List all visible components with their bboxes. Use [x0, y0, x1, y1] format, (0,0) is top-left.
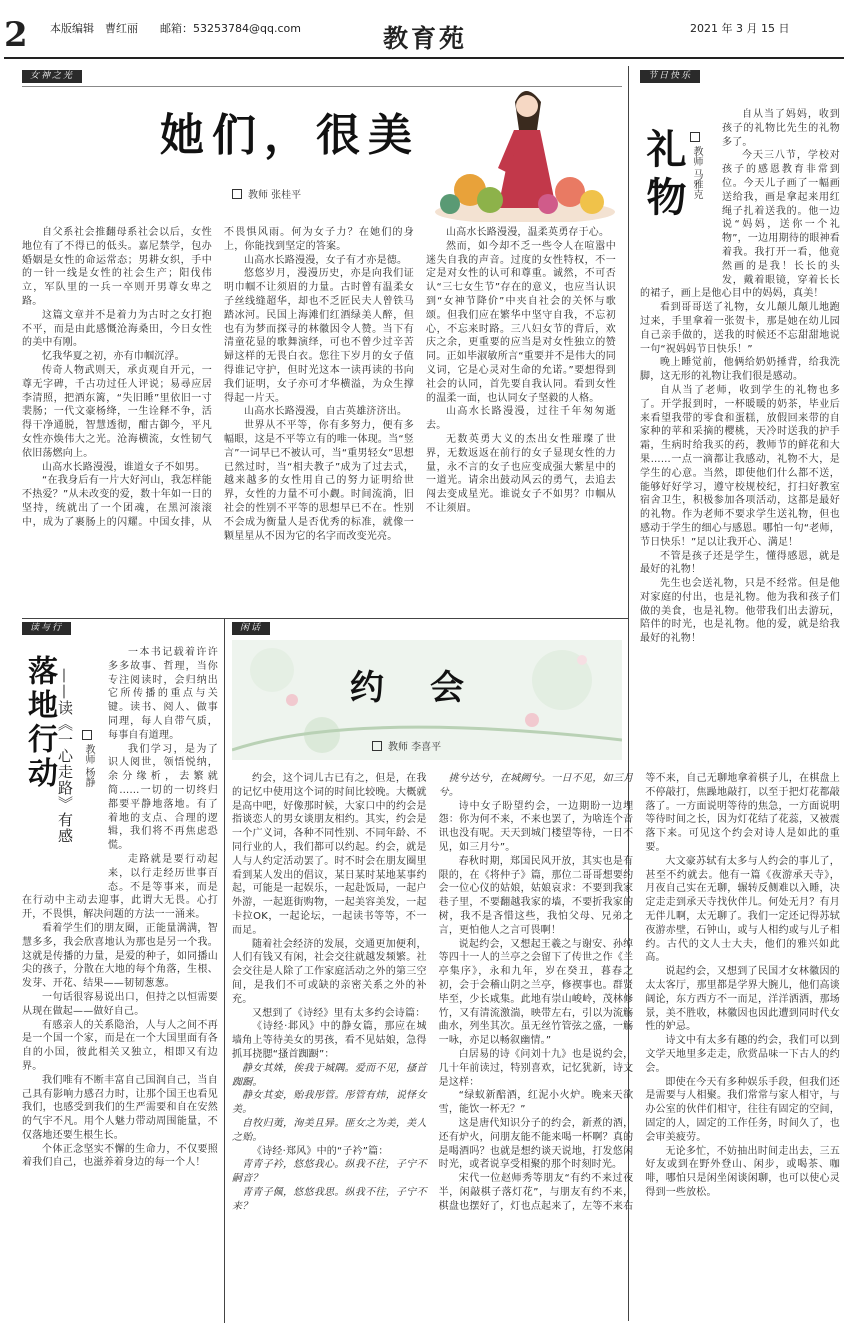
article1-paragraph: 传奇人物武则天，承贞观自开元，一尊无字碑，千古功过任人评说；易尋应居李清照，把酒东篱，“失旧睡”里依旧一寸裴肠；一代文豪杨绛，一生诠释不争，活得干净通脱，智慧透彻，酣古御今，平凡女性亦焕伟大之光。沧海横流，女性韧气依旧荡燃向上。	[22, 364, 212, 459]
article2-paragraph: 不管是孩子还是学生，懂得感恩，就是最好的礼物！	[640, 550, 840, 576]
article4-author: 教师 李喜平	[372, 738, 441, 753]
article3-paragraph: 一句话很容易说出口，但持之以恒需要从现在做起——做好自己。	[22, 991, 218, 1017]
article3-divider	[224, 618, 225, 1323]
article2-paragraph: 晚上睡觉前，他俩给奶奶捶背，给我洗脚，这无形的礼物让我们很是感动。	[640, 357, 840, 383]
article3-paragraph: 我们学习，是为了识人阅世，领悟悦纳，余分缘析，去繁就简……一切的一切终归都要平静地落地。有了着地的支点、合理的逻辑，我们将不再焦虑恐慌。	[108, 743, 218, 852]
article2-paragraph: 看到哥哥送了礼物，女儿颠儿颠儿地跑过来，手里拿着一张贺卡，那是她在幼儿园自己亲手做的，送我的时候还不忘甜甜地说一句“祝妈妈节日快乐！”	[640, 302, 840, 355]
article3-paragraph: 看着学生们的朋友圈，正能量满满，智慧多多，我会欣喜地认为那也是另一个我。这就是传播的力量，是爱的种子，如同播山尖的孩子，分散在大地的每个角落，生根、发芽、开花、结果——韧韧葱葱。	[22, 922, 218, 990]
section-title: 教育苑	[382, 24, 467, 53]
article4-paragraph: 白居易的诗《问刘十九》也是说约会，几十年前读过，特别喜欢，记忆犹新，诗文是这样：	[438, 1048, 634, 1088]
article3-title: 落地行动	[22, 655, 57, 791]
article2-author: 教师 马雅克	[690, 132, 702, 199]
article3-title-space	[22, 646, 108, 884]
editor-info: 本版编辑 曹红丽 邮箱：53253784@qq.com	[50, 22, 301, 35]
article4-paragraph: 春秋时期，郑国民风开放，其实也是有限的，在《将仲子》篇，那位二哥哥想要约会一位心仪的姑娘，姑娘哀求：不要到我家巷子里，不要翻越我家的墙，不要折我家的树，我不是吝惜这些，我怕父母、兄弟之言，更怕他人之言可畏啊！	[438, 855, 634, 936]
column-tag-chat: 闲话	[232, 622, 270, 635]
article4-poem-line: 青青子衿，悠悠我心。纵我不往，子宁不嗣音？	[232, 1159, 427, 1185]
article1-paragraph: 这篇文章并不是着力为古时之女打抱不平，而是由此感慨沧海桑田，今日女性的美中有刚。	[22, 309, 212, 349]
article1-paragraph: 山高水长路漫漫，谁道女子不如男。	[42, 461, 206, 473]
article3-paragraph: 一本书记载着许许多多故事、哲理，当你专注阅读时，会归纳出它所传播的重点与关键。读书、阅人、做事同理，每人自带气质，每事自有道理。	[108, 647, 218, 741]
column-tag-festival: 节日快乐	[640, 70, 700, 83]
article4-poem-line: 挑兮达兮，在城阙兮。一日不见，如三月兮。	[438, 773, 634, 798]
article2-paragraph: 今天三八节，学校对孩子的感恩教育非常到位。今天儿子画了一幅画送给我，画是拿起来用红绳子扎着送我的。他一边说“妈妈，送你一个礼物”，一边用期待的眼神看着我。我打开一看，他竟然画的是我！长长的头发，戴着眼镜，穿着长长的裙子，画上是他心目中的妈妈，真美！	[640, 150, 840, 300]
article3-paragraph: 有感亲人的关系隐治，人与人之间不再是一个国一个家，而是在一个大国里面有各自的小国，彼此相关又独立，相即又有边界。	[22, 1019, 218, 1072]
article4-paragraph: 说起约会，又想起王羲之与谢安、孙绰等四十一人的兰亭之会留下了传世之作《兰亭集序》，永和九年，岁在癸丑，暮春之初，会于会稽山阴之兰亭，修禊事也。群贤毕至，少长咸集。此地有崇山峻岭，茂林修竹，又有清流激湍，映带左右，引以为流觞曲水，列坐其次。虽无丝竹管弦之盛，一觞一咏，亦足以畅叙幽情。”	[438, 938, 634, 1047]
article4-paragraph: 诗中女子盼望约会，一边期盼一边埋怨：你为何不来，不来也罢了，为啥连个音讯也没有呢。天天到城门楼望等待，一日不见，如三月兮”。	[438, 800, 634, 853]
article4-poem-line: 静女其娈，贻我彤管。彤管有炜，说怿女美。	[232, 1090, 427, 1116]
article1-paragraph: 无数英勇大义的杰出女性璀璨了世界，无数返返在前行的女子显现女性的力量，永不言的女子也应变成强大紫星中的一道光。请余出鼓动风云的勇气，去追去闯去变成星光。谁说女子不如男？巾帼从不让须眉。	[426, 433, 616, 514]
article1-paragraph: 自父系社会推翻母系社会以后，女性地位有了不得已的低头。嘉尼禁学，包办婚姻是女性的命运常态；男耕女织，手中的一针一线是女性的社会生产；阳伐伟立，军队里的一兵一卒则开男尊女卑之路。	[22, 227, 212, 307]
article1-paragraph: 山高水长路漫漫，女子有才亦是德。	[244, 254, 408, 266]
article4-title: 约 会	[350, 668, 470, 708]
article1-author: 教师 张桂平	[232, 186, 301, 201]
article2-paragraph: 自从当了老师，收到学生的礼物也多了。开学报到时，一杯暖暖的奶茶，毕业后来看望我带的零食和蛋糕，放假回来带的自家种的苹和采摘的樱桃，天冷时送我的护手霜，生病时给我买的药，教师节的鲜花和大果……一点一滴都让我感动，礼物不大，是学生的心意。当然，即使他们什么都不送，能够好好学习，遵守校规校纪，打扫好教室宿舍卫生，积极参加各项活动，这都是最好的礼物。作为老师不要求学生送礼物，但也感动于学生的细心与感恩。哪怕一句“老师，节日快乐！”足以让我开心、满足！	[640, 384, 840, 548]
article4-poem-line: 静女其姝，俟我于城隅。爱而不见，搔首踟蹰。	[232, 1062, 427, 1088]
column-tag-goddess: 女神之光	[22, 70, 82, 83]
article1-paragraph: 然而，如今却不乏一些令人在喧嚣中迷失自我的声音。过度的女性特权，不一定是对女性的认可和尊重。诚然，不可否认“三七女生节”存在的意义，也应当认识到“女神节降价”中夹自社会的关怀与歌颂。但我们应在繁华中坚守自我，不忘初心，不忘来时路。三八妇女节的背后，欢庆之余，更重要的应当是对女性独立的赞同。正如毕淑敏所言“重要并不是伟大的同义词，它是心灵对生命的允诺。”要想得到社会的认同，首先要自我认同。看到女性的温柔一面，也认同女子坚毅的人格。	[426, 240, 616, 404]
article4-paragraph: 约会，这个词儿古已有之，但是，在我的记忆中使用这个词的时间比较晚。大概就是高中吧，好像那时候，大家口中的约会是指谈恋人的男女谈朋友相约。其实，约会是一个广义词，各种不同性别、不同年龄、不同行业的人，我们都可以约起。约会，就是人与人约定活动罢了。时不时会在朋友圈里看到某人发出的倡议，某日某时某地某事约起，可能是一起娱乐，一起赴饭局，一起户外游，一起逛街购物，一起美容美发，一起卡拉OK，一起论坛，一起读书等等，不一而足。	[232, 773, 427, 936]
article4-paragraph: 无论多忙，不妨抽出时间走出去，三五好友或到在野外登山、闲步，或喝茶、咖啡，哪怕只是闲坐闲谈闲聊，也可以使心灵得到一些放松。	[645, 1145, 840, 1198]
article3-subtitle: ——读《一心走路》有感	[56, 668, 74, 844]
article3-body	[22, 646, 218, 1321]
article1-title: 她们，很美	[160, 110, 420, 161]
article1-paragraph: 山高水长路漫漫，温柔英勇存于心。	[446, 227, 610, 238]
article1-paragraph: “在我身后有一片大好河山，我怎样能不热爱？”从未改变的爱，数十年如一日的坚持，统就出了一个团魂，在黑河滚滚中，成为了裹肠上的闪耀。中国女排，从不畏惧风雨。何为女子力？在她们的身上，你能找到坚定的答案。	[22, 227, 414, 528]
article3-paragraph: 个体正念坚实不懈的生命力，不仅要照着我们自己，也滋养着身边的每一个人！	[22, 1143, 218, 1169]
article4-paragraph: 宋代一位赵师秀等朋友“有约不来过夜半，闲敲棋子落灯花”，与朋友有约不来，棋盘也摆好了，灯也点起来了，左等不来右等不来，自己无聊地拿着棋子儿，在棋盘上不停敲打，焦躁地敲打，以至于把灯花都敲落了。一方面说明等待的焦急，一方面说明等待时间之长，因为灯花结了花蕊，又被震落下来。可见这个约会对诗人是如此的重要。	[438, 773, 840, 1212]
header-rule	[4, 57, 844, 59]
article1-paragraph: 山高水长路漫漫，过往千年匆匆逝去。	[426, 406, 616, 432]
article4-body	[232, 772, 840, 1322]
article2-paragraph: 自从当了妈妈，收到孩子的礼物比先生的礼物多了。	[722, 109, 840, 148]
article4-poem-line: 青青子佩，悠悠我思。纵我不往，子宁不来？	[232, 1186, 427, 1212]
page-number: 2	[4, 15, 28, 55]
article4-poem-line: 自牧归荑，洵美且异。匪女之为美，美人之贻。	[232, 1117, 427, 1143]
article4-paragraph: 又想到了《诗经》里有太多约会诗篇：	[252, 1007, 426, 1019]
middle-divider	[22, 618, 628, 619]
article4-paragraph: 这是唐代知识分子的约会，新煮的酒，还有炉火，问朋友能不能来喝一杯啊？真的是喝酒吗？也就是想约谈天说地，打发悠闲时光，或者说享受相聚的那个时刻时光。	[438, 1117, 634, 1171]
article1-paragraph: 世界从不平等，你有多努力，便有多幅眼，这是不平等立有的唯一体现。当“竖言”一词早已不被认可，当“重男轻女”思想已然过时，当“相夫教子”成为了过去式，越来越多的女性用自己的努力证明给世界，女性的力量不可小觑。时间流淌，旧社会的性别不平等的思想早已不在。性别不会成为衡量人是否优秀的标准，就像一颗星星从不因为它的名字而改变光亮。	[224, 420, 414, 542]
article2-title-space	[640, 108, 722, 278]
article4-paragraph: 《诗经·郑风》中的“子衿”篇：	[252, 1145, 389, 1157]
article3-author: 教师 杨静	[82, 730, 94, 787]
article1-paragraph: 忆我华夏之初，亦有巾帼沉浮。	[42, 351, 185, 363]
article4-paragraph: 即使在今天有多种娱乐手段，但我们还是需要与人相聚。我们常常与家人相守，与办公室的伙伴们相守，往往有固定的空间，固定的人，固定的工作任务，时间久了，也会审美疲劳。	[645, 1076, 840, 1143]
article2-title: 礼物	[640, 128, 687, 224]
article2-paragraph: 先生也会送礼物，只是不经常。但是他对家庭的付出，也是礼物。他为我和孩子们做的美食，也是礼物。他带我们出去游玩，陪伴的时光，也是礼物。他的爱，就是给我最好的礼物！	[640, 578, 840, 645]
article1-paragraph: 山高水长路漫漫，自古英雄济济出。	[244, 406, 408, 418]
issue-date: 2021 年 3 月 15 日	[690, 22, 790, 35]
article4-paragraph: 诗文中有太多有趣的约会，我们可以到文学天地里多走走，欣赏品味一下古人的约会。	[645, 1035, 840, 1074]
article4-paragraph: “绿蚁新醅酒，红泥小火炉。晚来天欲雪，能饮一杯无？”	[438, 1090, 634, 1116]
woman-with-flowers-illustration	[430, 72, 620, 222]
article4-paragraph: 大文豪苏轼有太多与人约会的事儿了，甚至不约就去。他有一篇《夜游承天寺》，月夜自己实在无聊，辗转反侧难以入睡，决定走走到承天寺找伙伴儿。何处无月？有月无伴儿啊，太无聊了。我们一定还记得苏轼夜游赤壁，石钟山，或与人相约或与儿子相约。古代的文人士大夫，他们的雅兴如此高。	[645, 855, 840, 964]
article3-paragraph: 我们唯有不断丰富自己国润自己，当自己具有影响力感召力时，让那个国王也看见我们，也感受到我们的生严需要和自在安然的气宇不凡。用个人魅力带动周围能量，不仅落地还要生根生长。	[22, 1074, 218, 1141]
article1-body	[22, 226, 616, 614]
article2-body	[640, 108, 840, 768]
column-tag-reading: 读与行	[22, 622, 71, 635]
article4-paragraph: 随着社会经济的发展，交通更加便利，人们有钱又有闲，社会交往就越发频繁。社会交往是人除了工作家庭活动之外的第三空间，是我们不可或缺的亲密关系之外的补充。	[232, 938, 427, 1005]
article1-paragraph: 悠悠岁月，漫漫历史，亦是向我们证明巾帼不让须眉的力量。古时曾有温柔女子丝线缝超华，却也不乏匠民夫人曾铁马踏冰河。民国上海滩们红酒绿美人醉，但也有为梦而探寻的林徽因令人赞。当下有清童花显的歌舞演绎，可也不曾少过辛苦婦这样的无畏白衣。您往下岁月的女子值得谁记守护，但时光这本一读再读的书向我们证明，女子亦可才华横溢，为众生撑得起一片天。	[224, 268, 414, 404]
article3-paragraph: 走路就是要行动起来，以行走经历世事百态。不是等事来，而是在行动中主动去迎事，此谓大无畏。心打开，不畏惧，解决问题的方法一一涌来。	[22, 853, 218, 921]
article4-paragraph: 说起约会，又想到了民国才女林徽因的太太客厅，那里都是学界大腕儿，他们高谈阔论，东方西方不一而足，洋洋洒洒，那场景，美不胜收，林徽因也因此遭到同时代女性的妒忌。	[645, 966, 840, 1033]
article4-paragraph: 《诗经·邶风》中的静女篇，那应在城墙角上等待美女的男孩，看不见姑娘，急得抓耳挠腮“搔首踟蹰”：	[232, 1021, 427, 1060]
